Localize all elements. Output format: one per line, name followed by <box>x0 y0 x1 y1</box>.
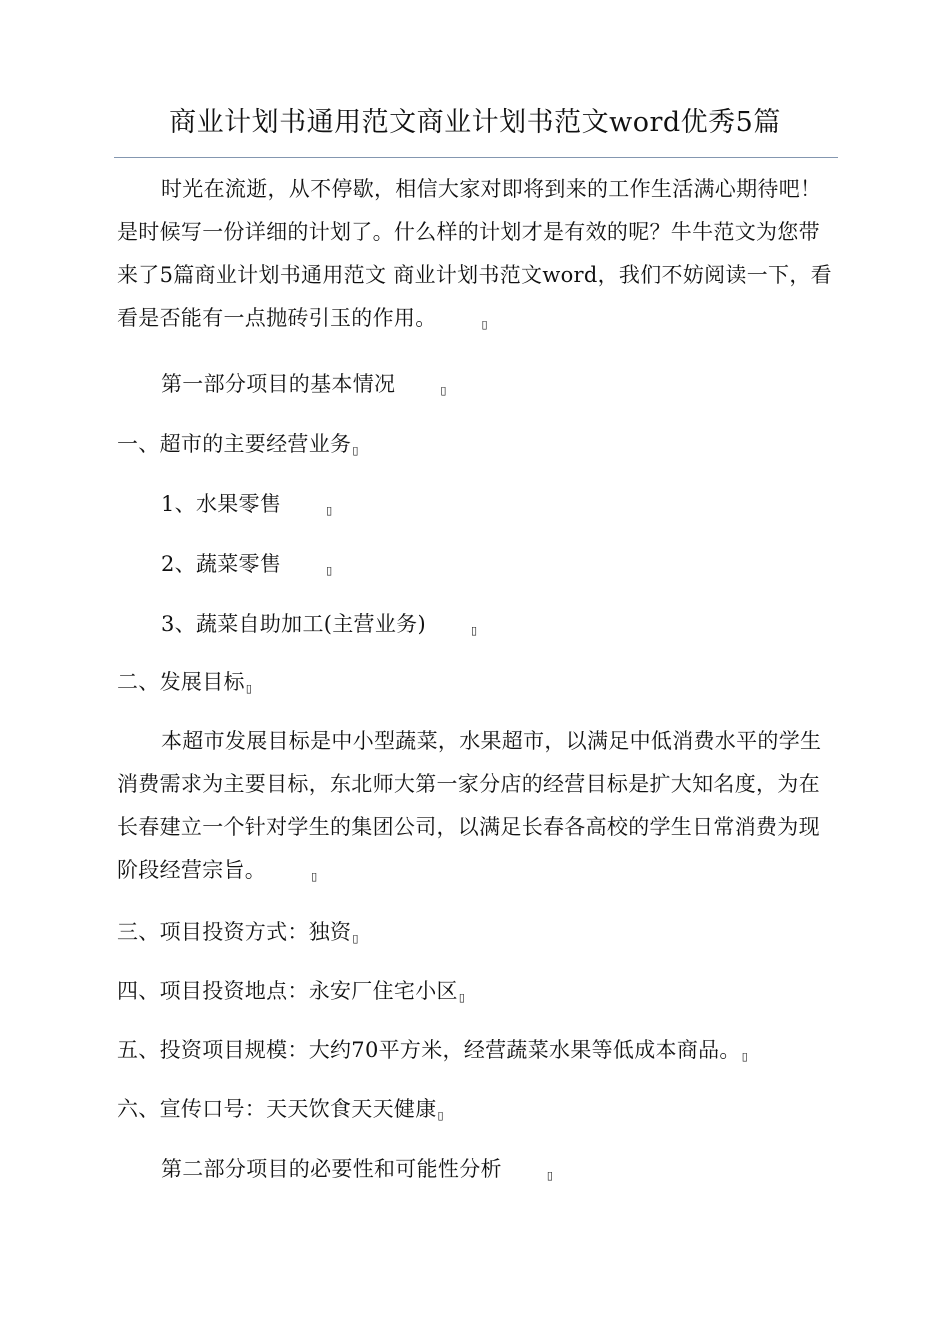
subheading-investment-location <box>117 970 837 1013</box>
paragraph-mark: ▯ <box>352 444 359 457</box>
intro-paragraph <box>117 168 837 340</box>
subheading-business <box>117 423 837 466</box>
subheading-text: 五、投资项目规模：大约70平方米，经营蔬菜水果等低成本商品。 <box>117 1038 741 1062</box>
section-heading-1 <box>117 363 837 406</box>
paragraph-mark: ▯ <box>481 318 488 331</box>
list-item <box>117 603 837 646</box>
subheading-text: 四、项目投资地点：永安厂住宅小区 <box>117 979 458 1003</box>
list-item <box>117 543 837 586</box>
subheading-investment-method <box>117 911 837 954</box>
section-heading-text: 第二部分项目的必要性和可能性分析 <box>161 1157 502 1181</box>
list-item-text: 2、蔬菜零售 <box>161 552 282 576</box>
list-item-text: 1、水果零售 <box>161 492 282 516</box>
subheading-slogan <box>117 1088 837 1131</box>
paragraph-mark: ▯ <box>546 1169 554 1182</box>
paragraph-mark: ▯ <box>458 991 466 1004</box>
list-item-text: 3、蔬菜自助加工(主营业务) <box>161 612 426 636</box>
section-heading-2 <box>117 1148 837 1191</box>
paragraph-mark: ▯ <box>311 870 318 883</box>
paragraph-mark: ▯ <box>741 1050 749 1063</box>
paragraph-mark: ▯ <box>470 624 478 637</box>
paragraph-mark: ▯ <box>326 564 333 577</box>
list-item <box>117 483 837 526</box>
intro-text: 时光在流逝，从不停歇，相信大家对即将到来的工作生活满心期待吧！是时候写一份详细的计划了。什么样的计划才是有效的呢？牛牛范文为您带来了5篇商业计划书通用范文 商业计划书范文word，我们不妨阅读一下，看看是否能有一点抛砖引玉的作用。 <box>117 177 832 330</box>
title-underline <box>114 157 838 158</box>
paragraph-mark: ▯ <box>245 682 253 695</box>
subheading-text: 三、项目投资方式：独资 <box>117 920 352 944</box>
paragraph-mark: ▯ <box>440 384 447 397</box>
document-title: 商业计划书通用范文商业计划书范文word优秀5篇 <box>169 107 781 138</box>
subheading-investment-scale <box>117 1029 837 1072</box>
subheading-text: 二、发展目标 <box>117 670 245 694</box>
section-heading-text: 第一部分项目的基本情况 <box>161 372 396 396</box>
paragraph-mark: ▯ <box>326 504 333 517</box>
paragraph-mark: ▯ <box>352 932 359 945</box>
subheading-text: 六、宣传口号：天天饮食天天健康 <box>117 1097 437 1121</box>
subheading-text: 一、超市的主要经营业务 <box>117 432 352 456</box>
subheading-goals <box>117 661 837 704</box>
paragraph-mark: ▯ <box>437 1109 444 1122</box>
goals-paragraph <box>117 720 837 892</box>
goals-text: 本超市发展目标是中小型蔬菜，水果超市，以满足中低消费水平的学生消费需求为主要目标，东北师大第一家分店的经营目标是扩大知名度，为在长春建立一个针对学生的集团公司，以满足长春各高校的学生日常消费为现阶段经营宗旨。 <box>117 729 822 882</box>
